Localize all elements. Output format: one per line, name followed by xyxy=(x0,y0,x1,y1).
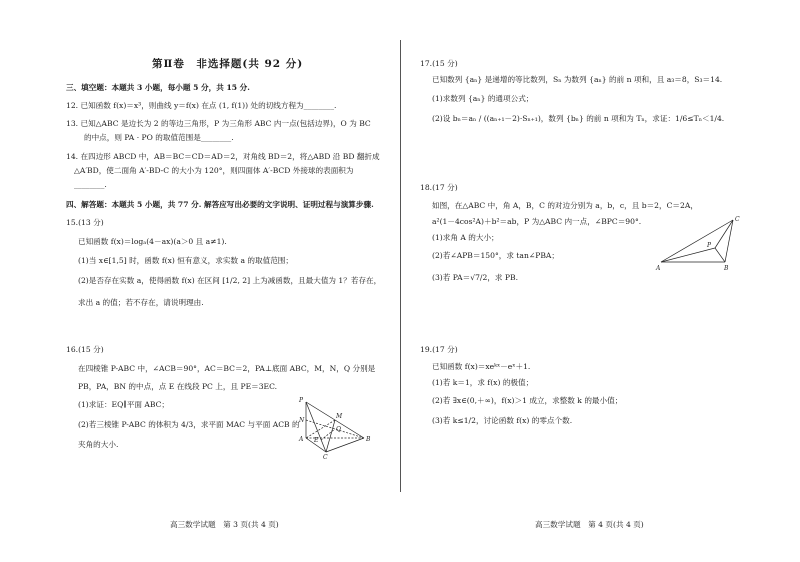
segment-pa xyxy=(661,248,715,262)
fig16-label-p: P xyxy=(299,397,304,404)
q17-intro: 已知数列 {aₙ} 是递增的等比数列，Sₙ 为数列 {aₙ} 的前 n 项和，且 a₃＝8，S₃＝14. xyxy=(432,75,723,84)
fig18-label-p: P xyxy=(707,242,712,249)
q17-head: 17.(15 分) xyxy=(420,59,458,68)
fig18-label-a: A xyxy=(656,265,661,272)
q14-line2: △A′BD，使二面角 A′-BD-C 的大小为 120°，则四面体 A′-BCD 外接球的表面积为 xyxy=(74,166,354,175)
q13-line2: 的中点，则 PA · PO 的取值范围是________. xyxy=(84,133,234,142)
q19-part2: (2)若 ∃x∈(0,＋∞)，f(x)＞1 成立，求整数 k 的最小值； xyxy=(432,396,623,405)
q18-intro1: 如图，在△ABC 中，角 A，B，C 的对边分别为 a，b，c，且 b＝2，C＝2A， xyxy=(432,201,698,210)
fig16-label-c: C xyxy=(323,454,328,461)
q19-part1: (1)若 k＝1，求 f(x) 的极值； xyxy=(432,378,534,387)
footer-left: 高三数学试题 第 3 页(共 4 页) xyxy=(170,520,279,529)
q15-part2: (2)是否存在实数 a，使得函数 f(x) 在区间 [1/2, 2] 上为减函数，且最大值为 1？若存在， xyxy=(78,276,382,285)
q18-part2: (2)若∠APB＝150°，求 tan∠PBA； xyxy=(432,251,559,260)
q18-head: 18.(17 分) xyxy=(420,183,458,192)
q16-part2: (2)若三棱锥 P-ABC 的体积为 4/3，求平面 MAC 与平面 ACB 的 xyxy=(78,420,300,429)
triangle-figure xyxy=(655,214,745,274)
fig16-label-n: N xyxy=(299,417,305,424)
page-divider xyxy=(400,40,401,492)
q15-intro: 已知函数 f(x)＝logₐ(4－ax)(a＞0 且 a≠1). xyxy=(78,237,227,246)
fig16-label-e: E xyxy=(314,437,319,444)
segment-eq xyxy=(321,429,335,440)
q16-head: 16.(15 分) xyxy=(66,345,104,354)
q16-intro1: 在四棱锥 P-ABC 中，∠ACB＝90°，AC＝BC＝2，PA⊥底面 ABC，M，N，Q 分别是 xyxy=(78,364,376,373)
q16-part1: (1)求证：EQ∥平面 ABC； xyxy=(78,400,170,409)
q15-part1: (1)当 x∈[1,5] 时，函数 f(x) 恒有意义，求实数 a 的取值范围； xyxy=(78,256,293,265)
fill-heading: 三、填空题：本题共 3 小题，每小题 5 分，共 15 分. xyxy=(66,83,250,92)
pyramid-figure xyxy=(290,390,380,460)
fig16-label-b: B xyxy=(366,436,371,443)
fig18-label-c: C xyxy=(735,216,740,223)
segment-pb xyxy=(715,248,725,262)
q15-part3: 求出 a 的值；若不存在，请说明理由. xyxy=(78,298,204,307)
edge-pc xyxy=(306,402,326,452)
solve-heading: 四、解答题：本题共 5 小题，共 77 分. 解答应写出必要的文字说明、证明过程与演算步骤. xyxy=(66,200,374,209)
q14-line1: 14. 在四边形 ABCD 中，AB＝BC＝CD＝AD＝2，对角线 BD＝2，将△ABD 沿 BD 翻折成 xyxy=(66,152,380,161)
fig18-label-b: B xyxy=(724,265,729,272)
q16-intro2: PB，PA，BN 的中点，点 E 在线段 PC 上，且 PE＝3EC. xyxy=(78,382,278,391)
edge-cb xyxy=(326,438,364,452)
q13-line1: 13. 已知△ABC 是边长为 2 的等边三角形，P 为三角形 ABC 内一点(包括边界)，O 为 BC xyxy=(66,119,371,128)
side-ac xyxy=(661,220,733,262)
q19-head: 19.(17 分) xyxy=(420,345,458,354)
q19-intro: 已知函数 f(x)＝xeᵏˣ－eˣ＋1. xyxy=(432,362,531,371)
q18-part3: (3)若 PA＝√7/2，求 PB. xyxy=(432,273,519,282)
fig16-label-q: Q xyxy=(336,426,341,433)
q12-text: 12. 已知函数 f(x)＝x³，则曲线 y＝f(x) 在点 (1, f(1)) 处的切线方程为________. xyxy=(66,101,337,110)
segment-mc xyxy=(326,420,335,452)
q14-line3: ________. xyxy=(74,180,107,189)
fig16-label-m: M xyxy=(336,413,343,420)
q18-part1: (1)求角 A 的大小； xyxy=(432,233,499,242)
q17-part2: (2)设 bₙ＝aₙ / ((aₙ₊₁－2)·Sₙ₊₁)，数列 {bₙ} 的前 n 项和为 Tₙ，求证：1/6≤Tₙ＜1/4. xyxy=(432,114,725,123)
q17-part1: (1)求数列 {aₙ} 的通项公式； xyxy=(432,94,534,103)
q18-intro2: a²(1－4cos²A)＋b²＝ab，P 为△ABC 内一点，∠BPC＝90°. xyxy=(432,217,642,226)
section-title: 第Ⅱ卷 非选择题(共 92 分) xyxy=(152,58,304,70)
fig16-label-a: A xyxy=(299,436,304,443)
q15-head: 15.(13 分) xyxy=(66,218,104,227)
q16-part3: 夹角的大小. xyxy=(78,440,119,449)
footer-right: 高三数学试题 第 4 页(共 4 页) xyxy=(535,520,644,529)
q19-part3: (3)若 k≤1/2，讨论函数 f(x) 的零点个数. xyxy=(432,416,573,425)
